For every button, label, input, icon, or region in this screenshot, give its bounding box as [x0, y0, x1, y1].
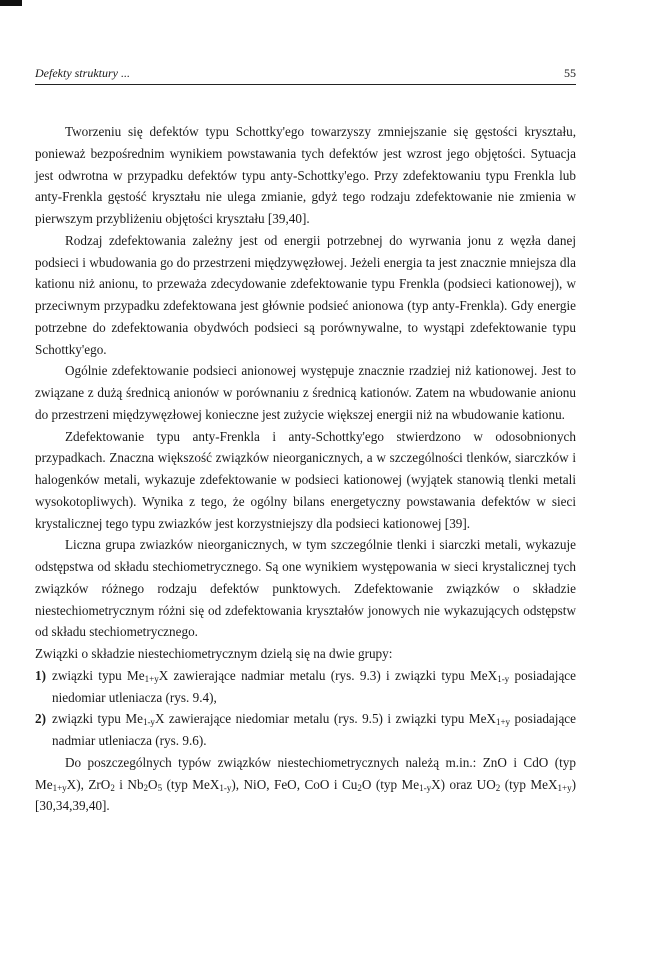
- list-item: [35, 665, 576, 709]
- paragraph: Zdefektowanie typu anty-Frenkla i anty-Schottky'ego stwierdzono w odosobnionych przypadkach. Znaczna większość związków nieorganicznych, a w szczególności tlenków, siarczków i halogenków metali, wykazuje zdefektowanie w podsieci kationowej (wyjątek stanowią tlenki metali wysokotopliwych). Wynika z tego, że ogólny bilans energetyczny powstawania defektów w sieci krystalicznej tego typu zwiazków jest korzystniejszy dla podsieci kationowej [39].: [35, 428, 576, 531]
- list-number: 1): [35, 667, 46, 683]
- list-text: związki typu $Me_{1-y}X$ zawierające niedomiar metalu (rys. 9.5) i związki typu MeX$_{1+y}$ posiadające nadmiar utleniacza (rys. 9.6).: [52, 711, 577, 748]
- paragraph: Ogólnie zdefektowanie podsieci anionowej występuje znacznie rzadziej niż kationowej. Jest to związane z dużą średnicą anionów w porównaniu z średnicą kationów. Zatem na wbudowanie anionu do przestrzeni międzywęzłowej konieczne jest zużycie większej energii niż na wbudowanie kationu.: [35, 363, 576, 422]
- running-title: Defekty struktury ...: [35, 66, 130, 80]
- groups-intro: Związki o składzie niestechiometrycznym dzielą się na dwie grupy:: [35, 646, 393, 661]
- paragraph: Rodzaj zdefektowania zależny jest od energii potrzebnej do wyrwania jonu z węzła danej podsieci i wbudowania go do przestrzeni międzywęzłowej. Jeżeli energia ta jest znacznie mniejsza dla kationu niż anionu, to przeważa zdecydowanie zdefektowanie typu Frenkla (podsieci kationowej), w przeciwnym przypadku zdefektowana jest głównie podsieć anionowa (typ anty-Frenkla). Gdy energie potrzebne do zdefektowania obydwóch podsieci są porównywalne, to wystąpi zdefektowanie typu Schottky'ego.: [35, 232, 576, 357]
- final-paragraph: Do poszczególnych typów związków niestechiometrycznych należą m.in.: ZnO i CdO (typ $Me_{1+y}X$), ZrO$_2$ i $Nb_2O_5$ (typ MeX$_{1-y}$), NiO, FeO, CoO i $Cu_2O$ (typ $Me_{1-y}X$) oraz $UO_2$ (typ MeX$_{1+y}$) [30,34,39,40].: [35, 754, 576, 814]
- page: [35, 62, 576, 817]
- paragraph: Liczna grupa zwiazków nieorganicznych, w tym szczególnie tlenki i siarczki metali, wykazuje odstępstwa od składu stechiometrycznego. Są one wynikiem występowania w sieci krystalicznej tych związków różnego rodzaju defektów punktowych. Zdefektowanie związków o składzie niestechiometrycznym różni się od zdefektowania kryształów jonowych nie wykazujących odstępstw od składu stechiometrycznego.: [35, 537, 576, 640]
- paragraph: Tworzeniu się defektów typu Schottky'ego towarzyszy zmniejszanie się gęstości kryształu, ponieważ bezpośrednim wynikiem powstawania tych defektów jest wzrost jego objętości. Sytuacja jest odwrotna w przypadku defektów typu anty-Schottky'ego. Przy zdefektowaniu typu Frenkla lub anty-Frenkla gęstość kryształu nie ulega zmianie, gdyż tego rodzaju zdefektowanie nie zmienia w pierwszym przybliżeniu objętości kryształu [39,40].: [35, 124, 576, 226]
- scan-corner-mark: [0, 0, 22, 6]
- list-number: 2): [35, 711, 46, 727]
- list-item: [35, 708, 576, 752]
- running-header: [35, 62, 576, 85]
- page-number: 55: [564, 66, 576, 80]
- list-text: związki typu $Me_{1+y}X$ zawierające nadmiar metalu (rys. 9.3) i związki typu MeX$_{1-y}$ posiadające niedomiar utleniacza (rys. 9.4),: [52, 667, 576, 705]
- body-text: [35, 121, 576, 817]
